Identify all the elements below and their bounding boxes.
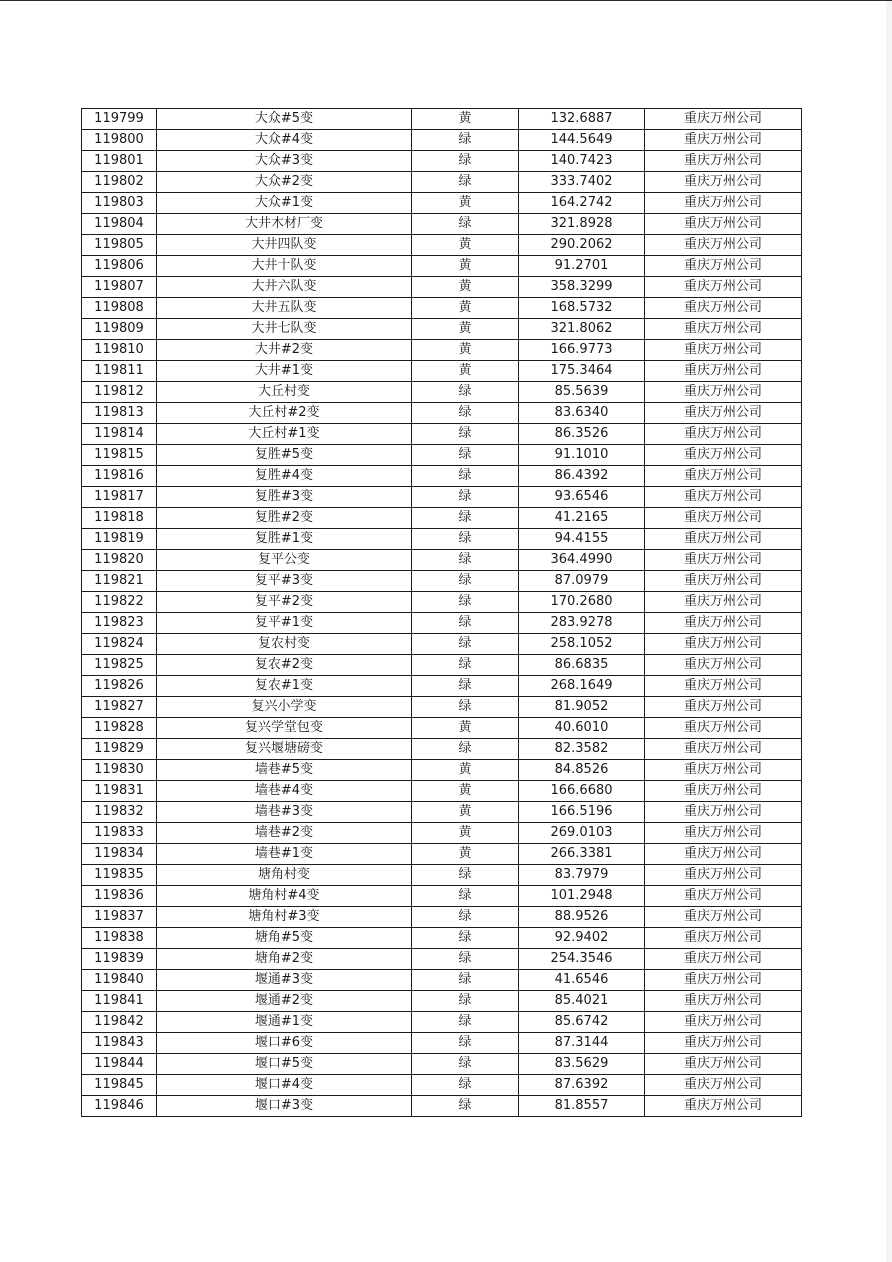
table-row bbox=[82, 214, 802, 235]
row-status-cell: 绿 bbox=[412, 214, 519, 235]
row-company-cell: 重庆万州公司 bbox=[645, 445, 802, 466]
row-id-cell: 119799 bbox=[82, 109, 157, 130]
row-id-cell: 119829 bbox=[82, 739, 157, 760]
row-status-cell: 黄 bbox=[412, 277, 519, 298]
row-status-cell: 黄 bbox=[412, 361, 519, 382]
row-value-cell: 82.3582 bbox=[519, 739, 645, 760]
row-value-cell: 86.6835 bbox=[519, 655, 645, 676]
row-company-cell: 重庆万州公司 bbox=[645, 1075, 802, 1096]
row-value-cell: 140.7423 bbox=[519, 151, 645, 172]
row-company-cell: 重庆万州公司 bbox=[645, 928, 802, 949]
row-company-cell: 重庆万州公司 bbox=[645, 193, 802, 214]
table-row bbox=[82, 571, 802, 592]
table-row bbox=[82, 508, 802, 529]
row-company-cell: 重庆万州公司 bbox=[645, 361, 802, 382]
row-name-cell: 复胜#2变 bbox=[157, 508, 412, 529]
row-name-cell: 大众#2变 bbox=[157, 172, 412, 193]
row-company-cell: 重庆万州公司 bbox=[645, 1012, 802, 1033]
table-row bbox=[82, 949, 802, 970]
row-value-cell: 41.6546 bbox=[519, 970, 645, 991]
row-id-cell: 119816 bbox=[82, 466, 157, 487]
row-value-cell: 170.2680 bbox=[519, 592, 645, 613]
row-value-cell: 166.9773 bbox=[519, 340, 645, 361]
row-status-cell: 绿 bbox=[412, 634, 519, 655]
row-value-cell: 83.5629 bbox=[519, 1054, 645, 1075]
row-value-cell: 91.2701 bbox=[519, 256, 645, 277]
table-row bbox=[82, 466, 802, 487]
row-company-cell: 重庆万州公司 bbox=[645, 529, 802, 550]
row-id-cell: 119844 bbox=[82, 1054, 157, 1075]
row-status-cell: 黄 bbox=[412, 235, 519, 256]
row-name-cell: 大丘村变 bbox=[157, 382, 412, 403]
row-value-cell: 81.8557 bbox=[519, 1096, 645, 1117]
table-row bbox=[82, 172, 802, 193]
row-value-cell: 86.4392 bbox=[519, 466, 645, 487]
row-status-cell: 黄 bbox=[412, 256, 519, 277]
row-name-cell: 墙巷#1变 bbox=[157, 844, 412, 865]
row-company-cell: 重庆万州公司 bbox=[645, 613, 802, 634]
table-row bbox=[82, 550, 802, 571]
page-top-border bbox=[0, 0, 892, 1]
row-id-cell: 119832 bbox=[82, 802, 157, 823]
row-value-cell: 164.2742 bbox=[519, 193, 645, 214]
table-row bbox=[82, 256, 802, 277]
row-status-cell: 绿 bbox=[412, 907, 519, 928]
row-id-cell: 119809 bbox=[82, 319, 157, 340]
row-name-cell: 大井六队变 bbox=[157, 277, 412, 298]
table-row bbox=[82, 802, 802, 823]
table-row bbox=[82, 844, 802, 865]
row-status-cell: 绿 bbox=[412, 886, 519, 907]
row-id-cell: 119846 bbox=[82, 1096, 157, 1117]
row-name-cell: 大井十队变 bbox=[157, 256, 412, 277]
row-value-cell: 266.3381 bbox=[519, 844, 645, 865]
table-row bbox=[82, 928, 802, 949]
row-id-cell: 119819 bbox=[82, 529, 157, 550]
row-id-cell: 119826 bbox=[82, 676, 157, 697]
row-id-cell: 119831 bbox=[82, 781, 157, 802]
row-name-cell: 大井#2变 bbox=[157, 340, 412, 361]
row-value-cell: 168.5732 bbox=[519, 298, 645, 319]
row-status-cell: 绿 bbox=[412, 1012, 519, 1033]
row-id-cell: 119800 bbox=[82, 130, 157, 151]
row-name-cell: 大丘村#2变 bbox=[157, 403, 412, 424]
row-name-cell: 大井#1变 bbox=[157, 361, 412, 382]
row-value-cell: 132.6887 bbox=[519, 109, 645, 130]
table-row bbox=[82, 907, 802, 928]
row-company-cell: 重庆万州公司 bbox=[645, 403, 802, 424]
table-row bbox=[82, 298, 802, 319]
row-value-cell: 166.6680 bbox=[519, 781, 645, 802]
row-status-cell: 绿 bbox=[412, 172, 519, 193]
row-status-cell: 绿 bbox=[412, 739, 519, 760]
row-id-cell: 119843 bbox=[82, 1033, 157, 1054]
row-id-cell: 119812 bbox=[82, 382, 157, 403]
row-id-cell: 119845 bbox=[82, 1075, 157, 1096]
row-company-cell: 重庆万州公司 bbox=[645, 277, 802, 298]
row-value-cell: 93.6546 bbox=[519, 487, 645, 508]
row-value-cell: 144.5649 bbox=[519, 130, 645, 151]
row-id-cell: 119834 bbox=[82, 844, 157, 865]
row-name-cell: 复胜#5变 bbox=[157, 445, 412, 466]
table-row bbox=[82, 718, 802, 739]
row-name-cell: 堰通#2变 bbox=[157, 991, 412, 1012]
row-company-cell: 重庆万州公司 bbox=[645, 592, 802, 613]
row-value-cell: 321.8062 bbox=[519, 319, 645, 340]
row-id-cell: 119806 bbox=[82, 256, 157, 277]
row-company-cell: 重庆万州公司 bbox=[645, 487, 802, 508]
row-id-cell: 119824 bbox=[82, 634, 157, 655]
table-row bbox=[82, 781, 802, 802]
row-value-cell: 258.1052 bbox=[519, 634, 645, 655]
row-value-cell: 85.5639 bbox=[519, 382, 645, 403]
table-row bbox=[82, 1012, 802, 1033]
row-id-cell: 119811 bbox=[82, 361, 157, 382]
table-body bbox=[82, 109, 802, 1117]
table-row bbox=[82, 592, 802, 613]
row-id-cell: 119830 bbox=[82, 760, 157, 781]
row-name-cell: 堰口#4变 bbox=[157, 1075, 412, 1096]
row-id-cell: 119801 bbox=[82, 151, 157, 172]
row-status-cell: 绿 bbox=[412, 928, 519, 949]
row-company-cell: 重庆万州公司 bbox=[645, 802, 802, 823]
row-name-cell: 复农村变 bbox=[157, 634, 412, 655]
row-status-cell: 绿 bbox=[412, 1075, 519, 1096]
row-status-cell: 绿 bbox=[412, 571, 519, 592]
row-id-cell: 119836 bbox=[82, 886, 157, 907]
table-row bbox=[82, 613, 802, 634]
row-company-cell: 重庆万州公司 bbox=[645, 319, 802, 340]
row-id-cell: 119822 bbox=[82, 592, 157, 613]
table-row bbox=[82, 424, 802, 445]
row-company-cell: 重庆万州公司 bbox=[645, 865, 802, 886]
table-row bbox=[82, 193, 802, 214]
row-company-cell: 重庆万州公司 bbox=[645, 781, 802, 802]
row-value-cell: 358.3299 bbox=[519, 277, 645, 298]
row-name-cell: 复平#1变 bbox=[157, 613, 412, 634]
row-company-cell: 重庆万州公司 bbox=[645, 991, 802, 1012]
row-value-cell: 81.9052 bbox=[519, 697, 645, 718]
table-row bbox=[82, 109, 802, 130]
row-value-cell: 166.5196 bbox=[519, 802, 645, 823]
row-name-cell: 塘角村变 bbox=[157, 865, 412, 886]
row-status-cell: 黄 bbox=[412, 319, 519, 340]
row-value-cell: 283.9278 bbox=[519, 613, 645, 634]
row-value-cell: 85.4021 bbox=[519, 991, 645, 1012]
row-name-cell: 大井五队变 bbox=[157, 298, 412, 319]
table-row bbox=[82, 445, 802, 466]
row-status-cell: 绿 bbox=[412, 991, 519, 1012]
row-status-cell: 绿 bbox=[412, 655, 519, 676]
row-company-cell: 重庆万州公司 bbox=[645, 1096, 802, 1117]
row-value-cell: 86.3526 bbox=[519, 424, 645, 445]
table-row bbox=[82, 823, 802, 844]
row-id-cell: 119813 bbox=[82, 403, 157, 424]
row-name-cell: 塘角村#3变 bbox=[157, 907, 412, 928]
row-value-cell: 84.8526 bbox=[519, 760, 645, 781]
row-status-cell: 绿 bbox=[412, 550, 519, 571]
row-value-cell: 94.4155 bbox=[519, 529, 645, 550]
row-id-cell: 119804 bbox=[82, 214, 157, 235]
row-status-cell: 绿 bbox=[412, 1096, 519, 1117]
row-id-cell: 119815 bbox=[82, 445, 157, 466]
row-company-cell: 重庆万州公司 bbox=[645, 550, 802, 571]
row-name-cell: 复胜#1变 bbox=[157, 529, 412, 550]
row-value-cell: 87.3144 bbox=[519, 1033, 645, 1054]
table-row bbox=[82, 655, 802, 676]
row-id-cell: 119827 bbox=[82, 697, 157, 718]
row-company-cell: 重庆万州公司 bbox=[645, 235, 802, 256]
row-status-cell: 黄 bbox=[412, 844, 519, 865]
table-row bbox=[82, 676, 802, 697]
row-status-cell: 黄 bbox=[412, 109, 519, 130]
row-name-cell: 墙巷#3变 bbox=[157, 802, 412, 823]
table-row bbox=[82, 151, 802, 172]
table-row bbox=[82, 277, 802, 298]
page-right-margin bbox=[886, 1, 892, 1262]
document-page bbox=[81, 108, 802, 1117]
row-company-cell: 重庆万州公司 bbox=[645, 970, 802, 991]
row-id-cell: 119802 bbox=[82, 172, 157, 193]
row-company-cell: 重庆万州公司 bbox=[645, 739, 802, 760]
row-value-cell: 254.3546 bbox=[519, 949, 645, 970]
table-row bbox=[82, 403, 802, 424]
row-company-cell: 重庆万州公司 bbox=[645, 508, 802, 529]
row-value-cell: 333.7402 bbox=[519, 172, 645, 193]
transformer-table bbox=[81, 108, 802, 1117]
row-status-cell: 绿 bbox=[412, 865, 519, 886]
row-id-cell: 119817 bbox=[82, 487, 157, 508]
table-row bbox=[82, 382, 802, 403]
table-row bbox=[82, 235, 802, 256]
row-status-cell: 绿 bbox=[412, 445, 519, 466]
row-company-cell: 重庆万州公司 bbox=[645, 907, 802, 928]
row-value-cell: 87.0979 bbox=[519, 571, 645, 592]
table-row bbox=[82, 529, 802, 550]
row-id-cell: 119825 bbox=[82, 655, 157, 676]
row-id-cell: 119839 bbox=[82, 949, 157, 970]
row-value-cell: 364.4990 bbox=[519, 550, 645, 571]
row-name-cell: 大井木材厂变 bbox=[157, 214, 412, 235]
row-id-cell: 119807 bbox=[82, 277, 157, 298]
table-row bbox=[82, 697, 802, 718]
row-value-cell: 40.6010 bbox=[519, 718, 645, 739]
row-id-cell: 119821 bbox=[82, 571, 157, 592]
row-company-cell: 重庆万州公司 bbox=[645, 256, 802, 277]
row-value-cell: 290.2062 bbox=[519, 235, 645, 256]
row-status-cell: 绿 bbox=[412, 487, 519, 508]
row-status-cell: 绿 bbox=[412, 424, 519, 445]
row-id-cell: 119837 bbox=[82, 907, 157, 928]
row-name-cell: 复平公变 bbox=[157, 550, 412, 571]
row-value-cell: 91.1010 bbox=[519, 445, 645, 466]
row-status-cell: 黄 bbox=[412, 193, 519, 214]
row-name-cell: 堰通#1变 bbox=[157, 1012, 412, 1033]
row-status-cell: 绿 bbox=[412, 151, 519, 172]
row-name-cell: 大井七队变 bbox=[157, 319, 412, 340]
row-company-cell: 重庆万州公司 bbox=[645, 655, 802, 676]
row-status-cell: 黄 bbox=[412, 760, 519, 781]
row-name-cell: 墙巷#2变 bbox=[157, 823, 412, 844]
row-company-cell: 重庆万州公司 bbox=[645, 382, 802, 403]
row-id-cell: 119810 bbox=[82, 340, 157, 361]
row-status-cell: 绿 bbox=[412, 508, 519, 529]
table-row bbox=[82, 760, 802, 781]
row-id-cell: 119818 bbox=[82, 508, 157, 529]
row-id-cell: 119803 bbox=[82, 193, 157, 214]
row-name-cell: 大众#5变 bbox=[157, 109, 412, 130]
row-name-cell: 大丘村#1变 bbox=[157, 424, 412, 445]
row-name-cell: 复兴学堂包变 bbox=[157, 718, 412, 739]
row-name-cell: 塘角#2变 bbox=[157, 949, 412, 970]
row-company-cell: 重庆万州公司 bbox=[645, 130, 802, 151]
row-company-cell: 重庆万州公司 bbox=[645, 109, 802, 130]
table-row bbox=[82, 1075, 802, 1096]
row-name-cell: 大众#1变 bbox=[157, 193, 412, 214]
row-name-cell: 复兴堰塘磅变 bbox=[157, 739, 412, 760]
table-row bbox=[82, 739, 802, 760]
row-company-cell: 重庆万州公司 bbox=[645, 823, 802, 844]
row-id-cell: 119842 bbox=[82, 1012, 157, 1033]
row-status-cell: 绿 bbox=[412, 1054, 519, 1075]
table-row bbox=[82, 1096, 802, 1117]
row-name-cell: 堰口#3变 bbox=[157, 1096, 412, 1117]
row-value-cell: 83.7979 bbox=[519, 865, 645, 886]
table-row bbox=[82, 1054, 802, 1075]
row-name-cell: 复胜#4变 bbox=[157, 466, 412, 487]
row-id-cell: 119805 bbox=[82, 235, 157, 256]
row-name-cell: 堰口#6变 bbox=[157, 1033, 412, 1054]
row-value-cell: 88.9526 bbox=[519, 907, 645, 928]
row-id-cell: 119814 bbox=[82, 424, 157, 445]
row-value-cell: 268.1649 bbox=[519, 676, 645, 697]
row-status-cell: 绿 bbox=[412, 697, 519, 718]
row-value-cell: 101.2948 bbox=[519, 886, 645, 907]
row-company-cell: 重庆万州公司 bbox=[645, 172, 802, 193]
row-id-cell: 119840 bbox=[82, 970, 157, 991]
row-status-cell: 绿 bbox=[412, 1033, 519, 1054]
row-company-cell: 重庆万州公司 bbox=[645, 886, 802, 907]
row-status-cell: 绿 bbox=[412, 676, 519, 697]
row-value-cell: 41.2165 bbox=[519, 508, 645, 529]
row-id-cell: 119835 bbox=[82, 865, 157, 886]
row-company-cell: 重庆万州公司 bbox=[645, 340, 802, 361]
table-row bbox=[82, 487, 802, 508]
row-value-cell: 85.6742 bbox=[519, 1012, 645, 1033]
row-name-cell: 大众#4变 bbox=[157, 130, 412, 151]
row-id-cell: 119808 bbox=[82, 298, 157, 319]
row-status-cell: 绿 bbox=[412, 949, 519, 970]
row-status-cell: 绿 bbox=[412, 529, 519, 550]
row-id-cell: 119820 bbox=[82, 550, 157, 571]
row-name-cell: 塘角村#4变 bbox=[157, 886, 412, 907]
row-status-cell: 黄 bbox=[412, 340, 519, 361]
row-value-cell: 175.3464 bbox=[519, 361, 645, 382]
table-row bbox=[82, 970, 802, 991]
table-row bbox=[82, 634, 802, 655]
table-row bbox=[82, 886, 802, 907]
row-company-cell: 重庆万州公司 bbox=[645, 634, 802, 655]
row-company-cell: 重庆万州公司 bbox=[645, 1054, 802, 1075]
row-company-cell: 重庆万州公司 bbox=[645, 1033, 802, 1054]
row-status-cell: 黄 bbox=[412, 781, 519, 802]
row-name-cell: 复平#3变 bbox=[157, 571, 412, 592]
row-company-cell: 重庆万州公司 bbox=[645, 151, 802, 172]
row-name-cell: 大众#3变 bbox=[157, 151, 412, 172]
row-status-cell: 绿 bbox=[412, 613, 519, 634]
row-company-cell: 重庆万州公司 bbox=[645, 466, 802, 487]
row-name-cell: 复兴小学变 bbox=[157, 697, 412, 718]
row-company-cell: 重庆万州公司 bbox=[645, 760, 802, 781]
row-name-cell: 复农#2变 bbox=[157, 655, 412, 676]
row-company-cell: 重庆万州公司 bbox=[645, 844, 802, 865]
row-id-cell: 119838 bbox=[82, 928, 157, 949]
row-id-cell: 119828 bbox=[82, 718, 157, 739]
row-status-cell: 绿 bbox=[412, 403, 519, 424]
row-company-cell: 重庆万州公司 bbox=[645, 298, 802, 319]
row-status-cell: 黄 bbox=[412, 298, 519, 319]
row-value-cell: 92.9402 bbox=[519, 928, 645, 949]
row-value-cell: 321.8928 bbox=[519, 214, 645, 235]
row-status-cell: 黄 bbox=[412, 802, 519, 823]
row-name-cell: 复农#1变 bbox=[157, 676, 412, 697]
row-company-cell: 重庆万州公司 bbox=[645, 676, 802, 697]
row-id-cell: 119833 bbox=[82, 823, 157, 844]
row-value-cell: 83.6340 bbox=[519, 403, 645, 424]
row-name-cell: 墙巷#5变 bbox=[157, 760, 412, 781]
row-name-cell: 塘角#5变 bbox=[157, 928, 412, 949]
table-row bbox=[82, 991, 802, 1012]
row-status-cell: 黄 bbox=[412, 823, 519, 844]
row-company-cell: 重庆万州公司 bbox=[645, 697, 802, 718]
row-status-cell: 绿 bbox=[412, 130, 519, 151]
row-company-cell: 重庆万州公司 bbox=[645, 718, 802, 739]
table-row bbox=[82, 130, 802, 151]
row-status-cell: 绿 bbox=[412, 382, 519, 403]
row-value-cell: 87.6392 bbox=[519, 1075, 645, 1096]
row-name-cell: 堰口#5变 bbox=[157, 1054, 412, 1075]
table-row bbox=[82, 361, 802, 382]
row-company-cell: 重庆万州公司 bbox=[645, 214, 802, 235]
row-id-cell: 119841 bbox=[82, 991, 157, 1012]
table-row bbox=[82, 340, 802, 361]
table-row bbox=[82, 865, 802, 886]
row-status-cell: 绿 bbox=[412, 592, 519, 613]
row-company-cell: 重庆万州公司 bbox=[645, 424, 802, 445]
row-company-cell: 重庆万州公司 bbox=[645, 949, 802, 970]
row-status-cell: 绿 bbox=[412, 466, 519, 487]
row-name-cell: 大井四队变 bbox=[157, 235, 412, 256]
row-name-cell: 堰通#3变 bbox=[157, 970, 412, 991]
row-company-cell: 重庆万州公司 bbox=[645, 571, 802, 592]
row-value-cell: 269.0103 bbox=[519, 823, 645, 844]
row-id-cell: 119823 bbox=[82, 613, 157, 634]
row-name-cell: 复平#2变 bbox=[157, 592, 412, 613]
row-name-cell: 墙巷#4变 bbox=[157, 781, 412, 802]
row-status-cell: 绿 bbox=[412, 970, 519, 991]
row-status-cell: 黄 bbox=[412, 718, 519, 739]
table-row bbox=[82, 1033, 802, 1054]
table-row bbox=[82, 319, 802, 340]
row-name-cell: 复胜#3变 bbox=[157, 487, 412, 508]
